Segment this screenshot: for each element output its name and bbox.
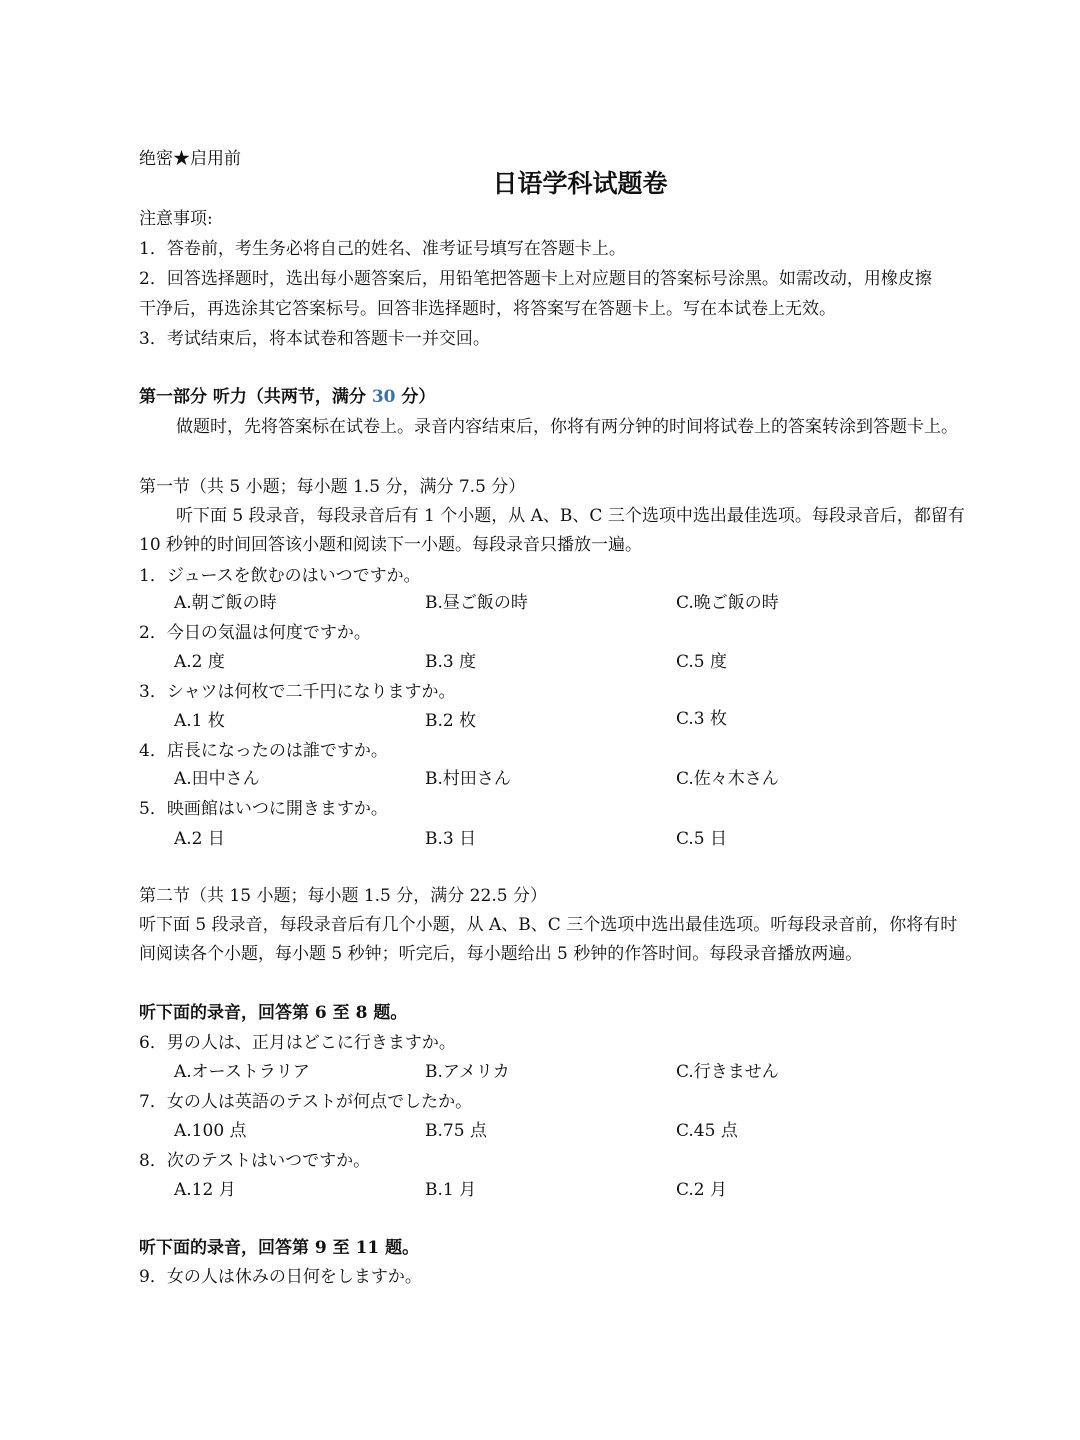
section2-instruction-2: 间阅读各个小题，每小题 5 秒钟；听完后，每小题给出 5 秒钟的作答时间。每段录音播放两遍。 <box>139 944 863 964</box>
question-2-option-b: B.3 度 <box>425 652 477 672</box>
part1-score: 30 <box>371 387 396 407</box>
notice-heading: 注意事项: <box>139 209 213 229</box>
question-6-option-a: A.オーストラリア <box>174 1062 310 1082</box>
question-2-option-a: A.2 度 <box>174 652 225 672</box>
part1-instruction: 做题时，先将答案标在试卷上。录音内容结束后，你将有两分钟的时间将试卷上的答案转涂到答题卡上。 <box>176 417 958 437</box>
part1-heading <box>139 386 1029 408</box>
question-6: 6．男の人は、正月はどこに行きますか。 <box>139 1033 456 1053</box>
notice-item-3: 3．考试结束后，将本试卷和答题卡一并交回。 <box>139 329 490 349</box>
group1-heading: 听下面的录音，回答第 6 至 8 题。 <box>139 1003 408 1023</box>
question-1-option-a: A.朝ご飯の時 <box>174 593 277 613</box>
part1-heading-prefix: 第一部分 听力（共两节，满分 <box>139 387 372 407</box>
question-4: 4．店長になったのは誰ですか。 <box>139 741 388 761</box>
question-3-option-a: A.1 枚 <box>174 711 225 731</box>
question-7: 7．女の人は英語のテストが何点でしたか。 <box>139 1092 473 1112</box>
notice-item-2-cont: 干净后，再选涂其它答案标号。回答非选择题时，将答案写在答题卡上。写在本试卷上无效。 <box>139 299 836 319</box>
question-7-option-c: C.45 点 <box>676 1121 738 1141</box>
page-title: 日语学科试题卷 <box>492 169 668 198</box>
question-5-option-b: B.3 日 <box>425 829 477 849</box>
question-4-option-c: C.佐々木さん <box>676 769 779 789</box>
section2-instruction-1: 听下面 5 段录音，每段录音后有几个小题，从 A、B、C 三个选项中选出最佳选项。听每段录音前，你将有时 <box>139 915 958 935</box>
section1-instruction-2: 10 秒钟的时间回答该小题和阅读下一小题。每段录音只播放一遍。 <box>139 535 643 555</box>
question-4-option-a: A.田中さん <box>174 769 260 789</box>
question-2-option-c: C.5 度 <box>676 652 728 672</box>
question-7-option-a: A.100 点 <box>174 1121 247 1141</box>
question-1-option-c: C.晩ご飯の時 <box>676 593 779 613</box>
section1-heading: 第一节（共 5 小题；每小题 1.5 分，满分 7.5 分） <box>139 477 526 497</box>
question-8-option-a: A.12 月 <box>174 1180 236 1200</box>
question-8: 8．次のテストはいつですか。 <box>139 1151 371 1171</box>
section1-instruction-1: 听下面 5 段录音，每段录音后有 1 个小题，从 A、B、C 三个选项中选出最佳选项。每段录音后，都留有 <box>176 506 965 526</box>
confidential-label: 绝密★启用前 <box>139 149 241 169</box>
question-6-option-b: B.アメリカ <box>425 1062 510 1082</box>
part1-heading-suffix: 分） <box>395 387 436 407</box>
question-1-option-b: B.昼ご飯の時 <box>425 593 528 613</box>
question-5-option-c: C.5 日 <box>676 829 728 849</box>
notice-item-2: 2．回答选择题时，选出每小题答案后，用铅笔把答题卡上对应题目的答案标号涂黑。如需改动，用橡皮擦 <box>139 269 932 289</box>
question-5: 5．映画館はいつに開きますか。 <box>139 799 388 819</box>
question-8-option-b: B.1 月 <box>425 1180 477 1200</box>
question-7-option-b: B.75 点 <box>425 1121 487 1141</box>
question-8-option-c: C.2 月 <box>676 1180 728 1200</box>
question-3: 3．シャツは何枚で二千円になりますか。 <box>139 682 456 702</box>
group2-heading: 听下面的录音，回答第 9 至 11 题。 <box>139 1238 420 1258</box>
question-3-option-c: C.3 枚 <box>676 709 728 729</box>
question-5-option-a: A.2 日 <box>174 829 225 849</box>
question-4-option-b: B.村田さん <box>425 769 511 789</box>
question-9: 9．女の人は休みの日何をしますか。 <box>139 1267 422 1287</box>
section2-heading: 第二节（共 15 小题；每小题 1.5 分，满分 22.5 分） <box>139 886 547 906</box>
question-1: 1．ジュースを飲むのはいつですか。 <box>139 566 421 586</box>
question-2: 2．今日の気温は何度ですか。 <box>139 623 371 643</box>
notice-item-1: 1．答卷前，考生务必将自己的姓名、准考证号填写在答题卡上。 <box>139 239 626 259</box>
question-3-option-b: B.2 枚 <box>425 711 477 731</box>
question-6-option-c: C.行きません <box>676 1062 779 1082</box>
